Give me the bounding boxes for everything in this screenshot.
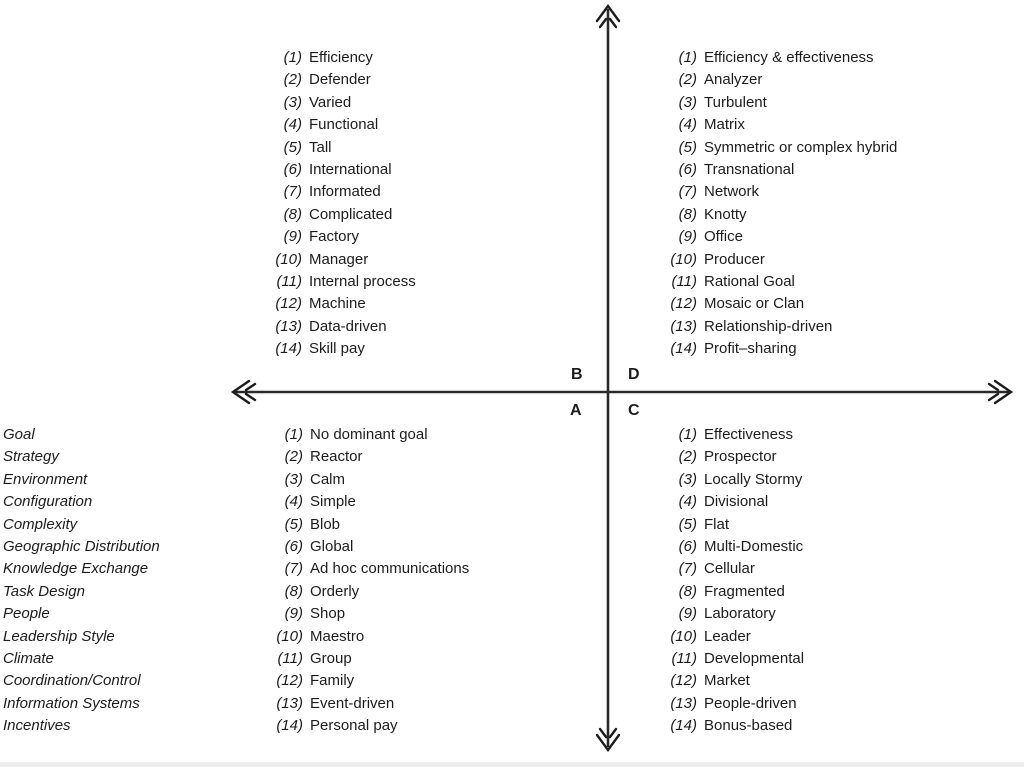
item-text: Internal process — [309, 273, 416, 291]
dimension-label: Climate — [3, 650, 54, 668]
quadrant-c-list — [657, 424, 804, 738]
list-item — [657, 249, 897, 271]
list-item — [657, 558, 804, 580]
item-text: Matrix — [704, 116, 745, 134]
quadrant-d-list — [657, 47, 897, 361]
item-text: Complicated — [309, 205, 393, 223]
dimension-label: Leadership Style — [3, 627, 115, 645]
item-number: (9) — [678, 228, 697, 246]
list-item — [262, 338, 416, 360]
item-text: Efficiency — [309, 49, 373, 66]
item-text: Global — [310, 538, 354, 556]
item-number: (3) — [284, 470, 303, 488]
item-text: Knotty — [704, 205, 747, 223]
item-number: (10) — [670, 627, 697, 645]
list-item — [657, 626, 804, 648]
quadrant-letter-c: C — [628, 402, 640, 419]
item-text: Efficiency & effectiveness — [704, 49, 874, 66]
item-text: Multi-Domestic — [704, 538, 804, 556]
quadrant-letter-d: D — [628, 366, 640, 383]
item-number: (7) — [678, 560, 697, 578]
item-number: (8) — [678, 205, 697, 223]
item-text: Manager — [309, 250, 369, 268]
item-number: (5) — [283, 138, 302, 156]
list-item — [262, 316, 416, 338]
item-text: Varied — [309, 93, 352, 111]
dimension-label: Information Systems — [3, 694, 140, 712]
list-item — [262, 69, 416, 91]
item-text: No dominant goal — [310, 426, 428, 443]
item-number: (13) — [670, 694, 697, 712]
list-item — [263, 446, 469, 468]
item-text: Prospector — [704, 448, 777, 466]
item-number: (13) — [275, 317, 302, 335]
dimension-label: People — [3, 605, 50, 623]
item-text: Family — [310, 672, 355, 690]
dimension-label: Configuration — [3, 493, 93, 511]
list-item — [263, 491, 469, 513]
item-text: Locally Stormy — [704, 470, 803, 488]
item-number: (11) — [671, 650, 697, 668]
quadrant-letter-b: B — [571, 366, 583, 383]
item-text: Profit–sharing — [704, 340, 797, 358]
item-text: Skill pay — [309, 340, 365, 358]
item-text: Relationship-driven — [704, 317, 833, 335]
item-text: Shop — [310, 605, 346, 623]
list-item — [657, 114, 897, 136]
list-item — [263, 424, 469, 446]
down-arrow-icon — [597, 729, 619, 750]
item-text: Data-driven — [309, 317, 387, 335]
item-number: (6) — [678, 161, 697, 179]
item-text: Blob — [310, 515, 341, 533]
list-item — [262, 114, 416, 136]
dimension-label: Task Design — [3, 582, 85, 600]
item-number: (5) — [284, 515, 303, 533]
item-text: Reactor — [310, 448, 363, 466]
item-number: (6) — [283, 161, 302, 179]
dimension-label: Environment — [3, 470, 88, 488]
item-number: (12) — [670, 295, 697, 313]
dimension-label: Geographic Distribution — [3, 538, 160, 556]
list-item — [657, 69, 897, 91]
list-item — [657, 137, 897, 159]
item-number: (2) — [678, 71, 697, 89]
item-number: (1) — [678, 49, 697, 66]
item-text: Laboratory — [704, 605, 776, 623]
list-item — [262, 226, 416, 248]
list-item — [657, 693, 804, 715]
list-item — [262, 137, 416, 159]
quadrant-letter-a: A — [570, 402, 582, 419]
item-text: Office — [704, 228, 743, 246]
item-number: (1) — [678, 426, 697, 443]
item-text: Bonus-based — [704, 717, 793, 735]
list-item — [262, 204, 416, 226]
list-item — [263, 670, 469, 692]
list-item — [657, 446, 804, 468]
item-number: (11) — [276, 273, 302, 291]
item-number: (8) — [283, 205, 302, 223]
item-text: People-driven — [704, 694, 797, 712]
list-item — [657, 670, 804, 692]
list-item — [263, 693, 469, 715]
item-text: Mosaic or Clan — [704, 295, 805, 313]
up-arrow-icon — [597, 6, 619, 27]
list-item — [262, 271, 416, 293]
item-number: (9) — [678, 605, 697, 623]
item-number: (14) — [670, 717, 697, 735]
list-item — [263, 558, 469, 580]
item-number: (4) — [678, 116, 697, 134]
list-item — [657, 92, 897, 114]
item-number: (14) — [275, 340, 302, 358]
list-item — [262, 92, 416, 114]
item-number: (2) — [283, 71, 302, 89]
list-item — [263, 514, 469, 536]
dimension-label: Coordination/Control — [3, 672, 141, 690]
item-text: Personal pay — [310, 717, 398, 735]
dimension-label: Complexity — [3, 515, 78, 533]
dimension-labels — [3, 424, 160, 738]
list-item — [657, 536, 804, 558]
list-item — [657, 581, 804, 603]
list-item — [657, 648, 804, 670]
item-number: (6) — [284, 538, 303, 556]
item-text: Symmetric or complex hybrid — [704, 138, 898, 156]
item-text: Functional — [309, 116, 379, 134]
item-text: Fragmented — [704, 582, 785, 600]
item-number: (10) — [276, 627, 303, 645]
quadrant-b-list — [262, 47, 416, 361]
list-item — [262, 159, 416, 181]
item-number: (4) — [283, 116, 302, 134]
list-item — [263, 536, 469, 558]
item-text: Leader — [704, 627, 751, 645]
item-number: (7) — [678, 183, 697, 201]
item-text: Ad hoc communications — [310, 560, 470, 578]
item-text: Tall — [309, 138, 332, 156]
list-item — [657, 181, 897, 203]
list-item — [263, 603, 469, 625]
item-number: (7) — [283, 183, 302, 201]
left-arrow-icon — [233, 381, 255, 403]
list-item — [657, 603, 804, 625]
list-item — [657, 715, 804, 737]
item-text: Network — [704, 183, 760, 201]
item-number: (5) — [678, 515, 697, 533]
list-item — [657, 424, 804, 446]
item-text: Producer — [704, 250, 765, 268]
list-item — [263, 626, 469, 648]
item-number: (12) — [276, 672, 303, 690]
list-item — [657, 316, 897, 338]
list-item — [657, 338, 897, 360]
item-text: Maestro — [310, 627, 365, 645]
item-text: Orderly — [310, 582, 360, 600]
item-number: (9) — [283, 228, 302, 246]
list-item — [263, 581, 469, 603]
item-text: Informated — [309, 183, 381, 201]
list-item — [657, 159, 897, 181]
item-text: Event-driven — [310, 694, 395, 712]
item-text: Calm — [310, 470, 346, 488]
item-number: (4) — [284, 493, 303, 511]
item-text: Factory — [309, 228, 360, 246]
list-item — [657, 491, 804, 513]
item-text: International — [309, 161, 392, 179]
item-number: (4) — [678, 493, 697, 511]
list-item — [657, 293, 897, 315]
dimension-label: Knowledge Exchange — [3, 560, 149, 578]
dimension-label: Incentives — [3, 717, 71, 735]
item-number: (14) — [276, 717, 303, 735]
item-number: (11) — [671, 273, 697, 291]
item-text: Turbulent — [704, 93, 767, 111]
item-text: Flat — [704, 515, 730, 533]
item-text: Rational Goal — [704, 273, 795, 291]
item-number: (8) — [678, 582, 697, 600]
item-number: (7) — [284, 560, 303, 578]
item-number: (12) — [275, 295, 302, 313]
list-item — [657, 226, 897, 248]
dimension-label: Strategy — [3, 448, 59, 466]
item-text: Divisional — [704, 493, 769, 511]
item-number: (14) — [670, 340, 697, 358]
item-number: (9) — [284, 605, 303, 623]
list-item — [263, 469, 469, 491]
item-number: (13) — [670, 317, 697, 335]
item-number: (10) — [670, 250, 697, 268]
item-text: Effectiveness — [704, 426, 793, 443]
item-text: Transnational — [704, 161, 795, 179]
list-item — [262, 47, 416, 69]
item-number: (12) — [670, 672, 697, 690]
item-text: Cellular — [704, 560, 755, 578]
item-number: (3) — [678, 470, 697, 488]
list-item — [262, 293, 416, 315]
item-number: (13) — [276, 694, 303, 712]
item-number: (6) — [678, 538, 697, 556]
item-number: (1) — [284, 426, 303, 443]
item-text: Simple — [310, 493, 356, 511]
item-number: (2) — [678, 448, 697, 466]
item-number: (1) — [283, 49, 302, 66]
item-number: (3) — [678, 93, 697, 111]
list-item — [657, 271, 897, 293]
list-item — [657, 469, 804, 491]
bottom-edge-strip — [0, 762, 1024, 767]
right-arrow-icon — [989, 381, 1011, 403]
item-number: (3) — [283, 93, 302, 111]
item-text: Market — [704, 672, 750, 690]
list-item — [263, 648, 469, 670]
item-text: Machine — [309, 295, 366, 313]
quadrant-a-list — [263, 424, 469, 738]
list-item — [657, 514, 804, 536]
item-text: Defender — [309, 71, 371, 89]
item-text: Developmental — [704, 650, 805, 668]
dimension-label: Goal — [3, 426, 35, 443]
item-number: (11) — [277, 650, 303, 668]
list-item — [657, 47, 897, 69]
item-number: (10) — [275, 250, 302, 268]
item-number: (8) — [284, 582, 303, 600]
item-text: Group — [310, 650, 352, 668]
item-number: (5) — [678, 138, 697, 156]
item-text: Analyzer — [704, 71, 763, 89]
list-item — [263, 715, 469, 737]
item-number: (2) — [284, 448, 303, 466]
list-item — [657, 204, 897, 226]
list-item — [262, 181, 416, 203]
list-item — [262, 249, 416, 271]
